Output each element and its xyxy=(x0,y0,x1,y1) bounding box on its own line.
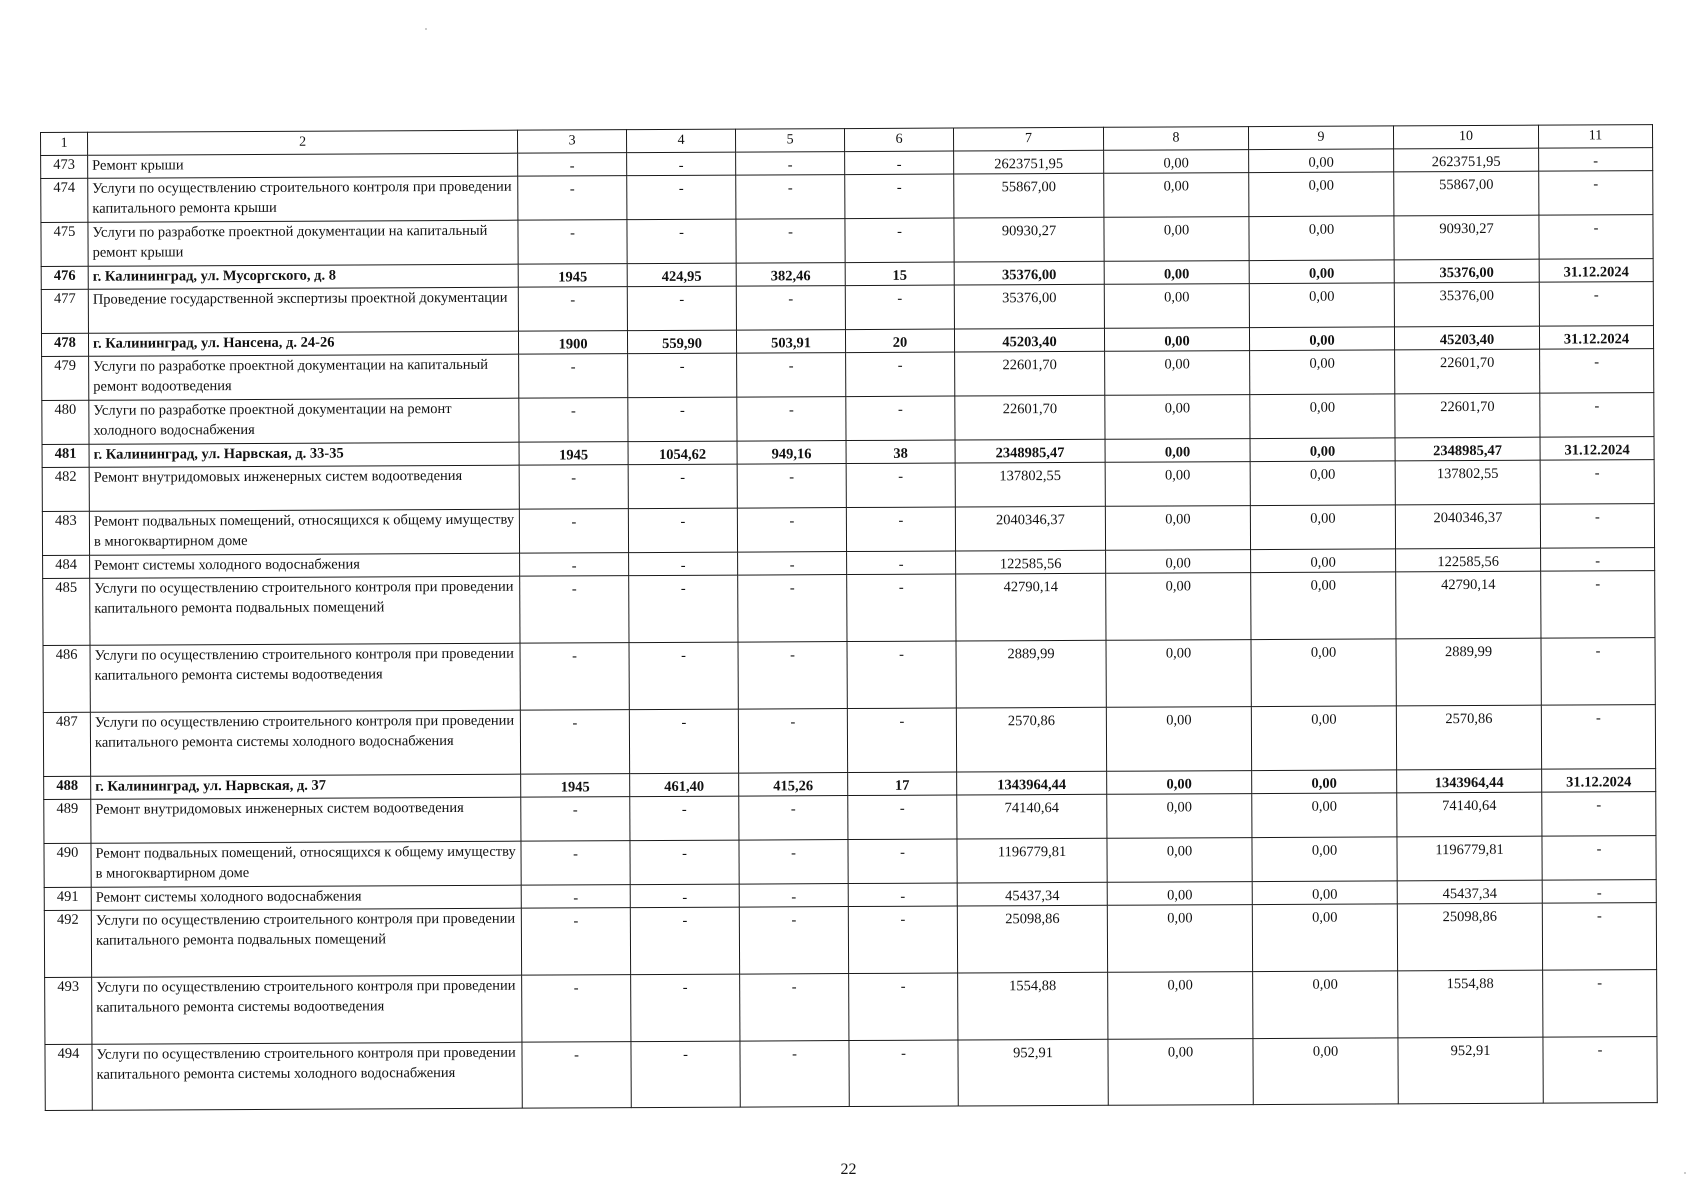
living-area-cell: 415,26 xyxy=(739,773,848,797)
deadline-cell: - xyxy=(1543,970,1657,1038)
total-area-cell: - xyxy=(630,884,739,908)
year-cell: 1945 xyxy=(521,774,630,798)
residents-cell: 38 xyxy=(846,440,955,464)
residents-cell: - xyxy=(849,973,958,1041)
table-row xyxy=(41,171,1653,223)
fund-cost-cell: 0,00 xyxy=(1107,905,1252,973)
owners-cost-cell: 35376,00 xyxy=(1394,282,1539,327)
year-cell: - xyxy=(520,710,629,775)
owners-cost-cell: 25098,86 xyxy=(1397,903,1542,971)
owners-cost-cell: 74140,64 xyxy=(1397,792,1542,837)
budget-cost-cell: 0,00 xyxy=(1250,505,1395,550)
living-area-cell: 949,16 xyxy=(737,441,846,465)
living-area-cell: - xyxy=(738,642,847,710)
work-name-cell: Ремонт подвальных помещений, относящихся к общему имуществу в многоквартирном доме xyxy=(89,509,519,555)
table-row xyxy=(44,836,1656,888)
work-name-cell: Ремонт системы холодного водоснабжения xyxy=(91,885,521,910)
budget-cost-cell: 0,00 xyxy=(1251,572,1396,640)
row-number-cell: 476 xyxy=(41,266,88,289)
row-number-cell: 479 xyxy=(42,356,89,400)
work-name-cell: Ремонт системы холодного водоснабжения xyxy=(90,553,520,578)
deadline-cell: - xyxy=(1540,393,1654,438)
work-name-cell: Услуги по осуществлению строительного контроля при проведении капитального ремонта системы водоотведения xyxy=(92,975,522,1044)
deadline-cell: - xyxy=(1542,792,1656,837)
owners-cost-cell: 22601,70 xyxy=(1395,393,1540,438)
table-row xyxy=(41,282,1653,334)
header-cell: 1 xyxy=(41,132,88,155)
work-name-cell: г. Калининград, ул. Нарвская, д. 37 xyxy=(91,774,521,799)
row-number-cell: 477 xyxy=(41,289,88,333)
row-number-cell: 473 xyxy=(41,155,88,178)
living-area-cell: 382,46 xyxy=(736,263,845,287)
total-cost-cell: 90930,27 xyxy=(954,217,1104,262)
residents-cell: - xyxy=(848,906,957,974)
total-cost-cell: 1196779,81 xyxy=(957,838,1107,883)
owners-cost-cell: 122585,56 xyxy=(1396,548,1541,572)
owners-cost-cell: 35376,00 xyxy=(1394,259,1539,283)
scan-speck xyxy=(425,28,427,30)
deadline-cell: - xyxy=(1541,548,1655,572)
fund-cost-cell: 0,00 xyxy=(1106,640,1251,708)
residents-cell: - xyxy=(846,352,955,397)
residents-cell: - xyxy=(845,218,954,263)
budget-cost-cell: 0,00 xyxy=(1250,438,1395,462)
living-area-cell: - xyxy=(739,907,848,975)
total-cost-cell: 42790,14 xyxy=(956,573,1106,641)
year-cell: 1900 xyxy=(518,331,627,355)
budget-cost-cell: 0,00 xyxy=(1250,461,1395,506)
row-number-cell: 490 xyxy=(44,843,91,887)
work-name-cell: Услуги по разработке проектной документации на капитальный ремонт водоотведения xyxy=(89,354,519,400)
total-cost-cell: 1554,88 xyxy=(958,972,1108,1040)
deadline-cell: - xyxy=(1541,571,1655,639)
work-name-cell: Услуги по осуществлению строительного контроля при проведении капитального ремонта подвальных помещений xyxy=(91,908,521,977)
residents-cell: 20 xyxy=(845,329,954,353)
fund-cost-cell: 0,00 xyxy=(1105,462,1250,507)
total-area-cell: - xyxy=(627,175,736,220)
residents-cell: - xyxy=(845,285,954,330)
year-cell: 1945 xyxy=(519,442,628,466)
header-cell: 4 xyxy=(626,129,735,153)
total-cost-cell: 22601,70 xyxy=(955,351,1105,396)
deadline-cell: - xyxy=(1541,705,1655,770)
total-area-cell: - xyxy=(630,907,739,975)
residents-cell: - xyxy=(845,174,954,219)
deadline-cell: 31.12.2024 xyxy=(1539,326,1653,350)
fund-cost-cell: 0,00 xyxy=(1105,351,1250,396)
owners-cost-cell: 45437,34 xyxy=(1397,880,1542,904)
year-cell: 1945 xyxy=(518,264,627,288)
owners-cost-cell: 90930,27 xyxy=(1394,215,1539,260)
total-cost-cell: 25098,86 xyxy=(957,905,1107,973)
residents-cell: - xyxy=(847,551,956,575)
fund-cost-cell: 0,00 xyxy=(1104,284,1249,329)
budget-cost-cell: 0,00 xyxy=(1252,770,1397,794)
year-cell: - xyxy=(520,553,629,577)
total-area-cell: 559,90 xyxy=(627,330,736,354)
year-cell: - xyxy=(519,465,628,510)
deadline-cell: - xyxy=(1539,148,1653,172)
budget-cost-cell: 0,00 xyxy=(1249,149,1394,173)
total-cost-cell: 952,91 xyxy=(958,1039,1108,1106)
budget-cost-cell: 0,00 xyxy=(1249,260,1394,284)
year-cell: - xyxy=(522,975,631,1043)
year-cell: - xyxy=(520,643,629,711)
deadline-cell: 31.12.2024 xyxy=(1539,259,1653,283)
row-number-cell: 492 xyxy=(44,910,91,977)
header-cell: 10 xyxy=(1393,125,1538,149)
budget-cost-cell: 0,00 xyxy=(1251,639,1396,707)
total-cost-cell: 137802,55 xyxy=(955,462,1105,507)
living-area-cell: - xyxy=(737,353,846,398)
work-name-cell: Услуги по осуществлению строительного контроля при проведении капитального ремонта крыши xyxy=(88,176,518,222)
residents-cell: 17 xyxy=(848,772,957,796)
total-area-cell: - xyxy=(629,709,738,774)
table-row xyxy=(42,460,1654,512)
living-area-cell: - xyxy=(737,397,846,442)
year-cell: - xyxy=(522,1042,631,1109)
owners-cost-cell: 2040346,37 xyxy=(1395,504,1540,549)
total-area-cell: - xyxy=(631,1041,740,1108)
work-name-cell: Услуги по осуществлению строительного контроля при проведении капитального ремонта подвальных помещений xyxy=(90,576,520,645)
table-row xyxy=(45,1037,1657,1111)
total-area-cell: - xyxy=(629,642,738,710)
row-number-cell: 483 xyxy=(42,511,89,555)
year-cell: - xyxy=(519,398,628,443)
fund-cost-cell: 0,00 xyxy=(1106,573,1251,641)
total-cost-cell: 2889,99 xyxy=(956,640,1106,708)
table-row xyxy=(44,792,1656,844)
work-name-cell: Услуги по осуществлению строительного контроля при проведении капитального ремонта системы холодного водоснабжения xyxy=(90,710,520,776)
total-area-cell: - xyxy=(628,508,737,553)
work-name-cell: г. Калининград, ул. Нарвская, д. 33-35 xyxy=(89,442,519,467)
table-row xyxy=(42,504,1654,556)
residents-cell: - xyxy=(845,151,954,175)
residents-cell: - xyxy=(846,507,955,552)
total-area-cell: 461,40 xyxy=(630,773,739,797)
total-cost-cell: 1343964,44 xyxy=(957,771,1107,795)
residents-cell: - xyxy=(848,883,957,907)
residents-cell: - xyxy=(847,574,956,642)
table-row xyxy=(43,638,1655,713)
living-area-cell: - xyxy=(736,286,845,331)
owners-cost-cell: 2889,99 xyxy=(1396,638,1541,706)
fund-cost-cell: 0,00 xyxy=(1108,972,1253,1040)
budget-cost-cell: 0,00 xyxy=(1249,172,1394,217)
row-number-cell: 486 xyxy=(43,645,90,712)
fund-cost-cell: 0,00 xyxy=(1105,506,1250,551)
total-cost-cell: 2040346,37 xyxy=(955,506,1105,551)
owners-cost-cell: 45203,40 xyxy=(1394,326,1539,350)
row-number-cell: 493 xyxy=(45,977,92,1044)
total-cost-cell: 45203,40 xyxy=(954,328,1104,352)
row-number-cell: 480 xyxy=(42,400,89,444)
header-cell: 9 xyxy=(1248,126,1393,150)
budget-cost-cell: 0,00 xyxy=(1252,881,1397,905)
fund-cost-cell: 0,00 xyxy=(1108,1039,1253,1106)
living-area-cell: - xyxy=(737,508,846,553)
total-area-cell: - xyxy=(630,840,739,885)
fund-cost-cell: 0,00 xyxy=(1104,328,1249,352)
fund-cost-cell: 0,00 xyxy=(1105,439,1250,463)
deadline-cell: - xyxy=(1539,171,1653,216)
fund-cost-cell: 0,00 xyxy=(1105,395,1250,440)
table-row xyxy=(43,571,1655,646)
deadline-cell: - xyxy=(1542,836,1656,881)
total-cost-cell: 74140,64 xyxy=(957,794,1107,839)
total-cost-cell: 35376,00 xyxy=(954,284,1104,329)
budget-cost-cell: 0,00 xyxy=(1251,706,1396,771)
year-cell: - xyxy=(521,908,630,976)
deadline-cell: - xyxy=(1542,903,1656,971)
living-area-cell: - xyxy=(738,709,847,774)
fund-cost-cell: 0,00 xyxy=(1107,794,1252,839)
living-area-cell: - xyxy=(738,552,847,576)
fund-cost-cell: 0,00 xyxy=(1106,550,1251,574)
work-name-cell: Ремонт подвальных помещений, относящихся к общему имуществу в многоквартирном доме xyxy=(91,841,521,887)
budget-cost-cell: 0,00 xyxy=(1252,793,1397,838)
budget-cost-cell: 0,00 xyxy=(1253,971,1398,1039)
header-cell: 11 xyxy=(1538,125,1652,149)
table-row xyxy=(42,393,1654,445)
row-number-cell: 482 xyxy=(42,467,89,511)
living-area-cell: - xyxy=(739,884,848,908)
budget-cost-cell: 0,00 xyxy=(1252,837,1397,882)
deadline-cell: - xyxy=(1539,282,1653,327)
work-name-cell: Ремонт крыши xyxy=(88,153,518,178)
header-cell: 8 xyxy=(1103,127,1248,151)
fund-cost-cell: 0,00 xyxy=(1104,261,1249,285)
year-cell: - xyxy=(519,354,628,399)
living-area-cell: - xyxy=(740,974,849,1042)
total-cost-cell: 2623751,95 xyxy=(954,150,1104,174)
row-number-cell: 491 xyxy=(44,887,91,910)
table-row xyxy=(42,349,1654,401)
scan-speck xyxy=(1684,1172,1686,1174)
total-area-cell: - xyxy=(630,796,739,841)
row-number-cell: 478 xyxy=(41,333,88,356)
row-number-cell: 475 xyxy=(41,222,88,266)
header-cell: 6 xyxy=(844,128,953,152)
deadline-cell: - xyxy=(1542,880,1656,904)
budget-cost-cell: 0,00 xyxy=(1249,327,1394,351)
work-name-cell: Услуги по осуществлению строительного контроля при проведении капитального ремонта системы водоотведения xyxy=(90,643,520,712)
capital-repair-table xyxy=(40,124,1658,1111)
work-name-cell: Услуги по разработке проектной документации на капитальный ремонт крыши xyxy=(88,220,518,266)
work-name-cell: Проведение государственной экспертизы проектной документации xyxy=(88,287,518,333)
year-cell: - xyxy=(521,885,630,909)
living-area-cell: - xyxy=(736,175,845,220)
deadline-cell: - xyxy=(1540,504,1654,549)
row-number-cell: 485 xyxy=(43,578,90,645)
total-area-cell: - xyxy=(629,575,738,643)
residents-cell: - xyxy=(846,396,955,441)
residents-cell: - xyxy=(847,708,956,773)
owners-cost-cell: 2348985,47 xyxy=(1395,437,1540,461)
work-name-cell: Услуги по осуществлению строительного контроля при проведении капитального ремонта системы холодного водоснабжения xyxy=(92,1042,522,1110)
owners-cost-cell: 1554,88 xyxy=(1398,970,1543,1038)
owners-cost-cell: 2623751,95 xyxy=(1394,148,1539,172)
header-cell: 3 xyxy=(517,130,626,154)
living-area-cell: 503,91 xyxy=(736,330,845,354)
year-cell: - xyxy=(521,797,630,842)
total-area-cell: - xyxy=(629,552,738,576)
total-cost-cell: 2348985,47 xyxy=(955,439,1105,463)
fund-cost-cell: 0,00 xyxy=(1107,771,1252,795)
fund-cost-cell: 0,00 xyxy=(1104,150,1249,174)
total-cost-cell: 2570,86 xyxy=(956,707,1106,772)
work-name-cell: Услуги по разработке проектной документации на ремонт холодного водоснабжения xyxy=(89,398,519,444)
residents-cell: - xyxy=(847,641,956,709)
residents-cell: - xyxy=(849,1040,958,1107)
total-area-cell: - xyxy=(631,974,740,1042)
budget-cost-cell: 0,00 xyxy=(1252,904,1397,972)
deadline-cell: - xyxy=(1541,638,1655,706)
total-cost-cell: 35376,00 xyxy=(954,261,1104,285)
owners-cost-cell: 952,91 xyxy=(1398,1037,1543,1104)
living-area-cell: - xyxy=(739,840,848,885)
living-area-cell: - xyxy=(738,575,847,643)
page-number: 22 xyxy=(840,1161,857,1178)
header-cell: 7 xyxy=(953,127,1103,151)
total-area-cell: - xyxy=(627,219,736,264)
owners-cost-cell: 1343964,44 xyxy=(1397,769,1542,793)
work-name-cell: Ремонт внутридомовых инженерных систем водоотведения xyxy=(89,465,519,511)
total-area-cell: - xyxy=(628,353,737,398)
residents-cell: 15 xyxy=(845,262,954,286)
fund-cost-cell: 0,00 xyxy=(1104,217,1249,262)
total-cost-cell: 22601,70 xyxy=(955,395,1105,440)
residents-cell: - xyxy=(846,463,955,508)
residents-cell: - xyxy=(848,795,957,840)
year-cell: - xyxy=(518,153,627,177)
deadline-cell: - xyxy=(1540,460,1654,505)
living-area-cell: - xyxy=(736,219,845,264)
fund-cost-cell: 0,00 xyxy=(1107,882,1252,906)
deadline-cell: - xyxy=(1543,1037,1657,1104)
deadline-cell: - xyxy=(1539,215,1653,260)
budget-cost-cell: 0,00 xyxy=(1249,216,1394,261)
fund-cost-cell: 0,00 xyxy=(1104,173,1249,218)
owners-cost-cell: 42790,14 xyxy=(1396,571,1541,639)
owners-cost-cell: 22601,70 xyxy=(1395,349,1540,394)
residents-cell: - xyxy=(848,839,957,884)
row-number-cell: 488 xyxy=(44,776,91,799)
budget-cost-cell: 0,00 xyxy=(1253,1038,1398,1105)
total-area-cell: - xyxy=(627,286,736,331)
work-name-cell: г. Калининград, ул. Нансена, д. 24-26 xyxy=(88,331,518,356)
total-cost-cell: 122585,56 xyxy=(956,550,1106,574)
total-area-cell: 1054,62 xyxy=(628,441,737,465)
deadline-cell: 31.12.2024 xyxy=(1540,437,1654,461)
owners-cost-cell: 1196779,81 xyxy=(1397,836,1542,881)
living-area-cell: - xyxy=(737,464,846,509)
owners-cost-cell: 137802,55 xyxy=(1395,460,1540,505)
total-cost-cell: 55867,00 xyxy=(954,173,1104,218)
year-cell: - xyxy=(518,176,627,221)
total-area-cell: - xyxy=(628,397,737,442)
row-number-cell: 487 xyxy=(43,712,90,776)
owners-cost-cell: 2570,86 xyxy=(1396,705,1541,770)
deadline-cell: 31.12.2024 xyxy=(1542,769,1656,793)
row-number-cell: 481 xyxy=(42,444,89,467)
row-number-cell: 489 xyxy=(44,799,91,843)
total-area-cell: 424,95 xyxy=(627,263,736,287)
row-number-cell: 494 xyxy=(45,1044,92,1110)
budget-cost-cell: 0,00 xyxy=(1251,549,1396,573)
header-cell: 5 xyxy=(735,129,844,153)
year-cell: - xyxy=(518,220,627,265)
total-cost-cell: 45437,34 xyxy=(957,882,1107,906)
table-row xyxy=(43,705,1655,777)
budget-cost-cell: 0,00 xyxy=(1249,283,1394,328)
owners-cost-cell: 55867,00 xyxy=(1394,171,1539,216)
year-cell: - xyxy=(519,509,628,554)
budget-cost-cell: 0,00 xyxy=(1250,350,1395,395)
row-number-cell: 474 xyxy=(41,178,88,222)
total-area-cell: - xyxy=(628,464,737,509)
table-row xyxy=(45,970,1657,1045)
living-area-cell: - xyxy=(739,796,848,841)
row-number-cell: 484 xyxy=(43,555,90,578)
table-row xyxy=(41,215,1653,267)
deadline-cell: - xyxy=(1540,349,1654,394)
header-cell: 2 xyxy=(88,130,518,155)
budget-cost-cell: 0,00 xyxy=(1250,394,1395,439)
living-area-cell: - xyxy=(736,152,845,176)
total-area-cell: - xyxy=(627,152,736,176)
fund-cost-cell: 0,00 xyxy=(1106,707,1251,772)
table-row xyxy=(44,903,1656,978)
fund-cost-cell: 0,00 xyxy=(1107,838,1252,883)
year-cell: - xyxy=(518,287,627,332)
work-name-cell: Ремонт внутридомовых инженерных систем водоотведения xyxy=(91,797,521,843)
year-cell: - xyxy=(521,841,630,886)
living-area-cell: - xyxy=(740,1041,849,1108)
work-name-cell: г. Калининград, ул. Мусоргского, д. 8 xyxy=(88,264,518,289)
year-cell: - xyxy=(520,576,629,644)
